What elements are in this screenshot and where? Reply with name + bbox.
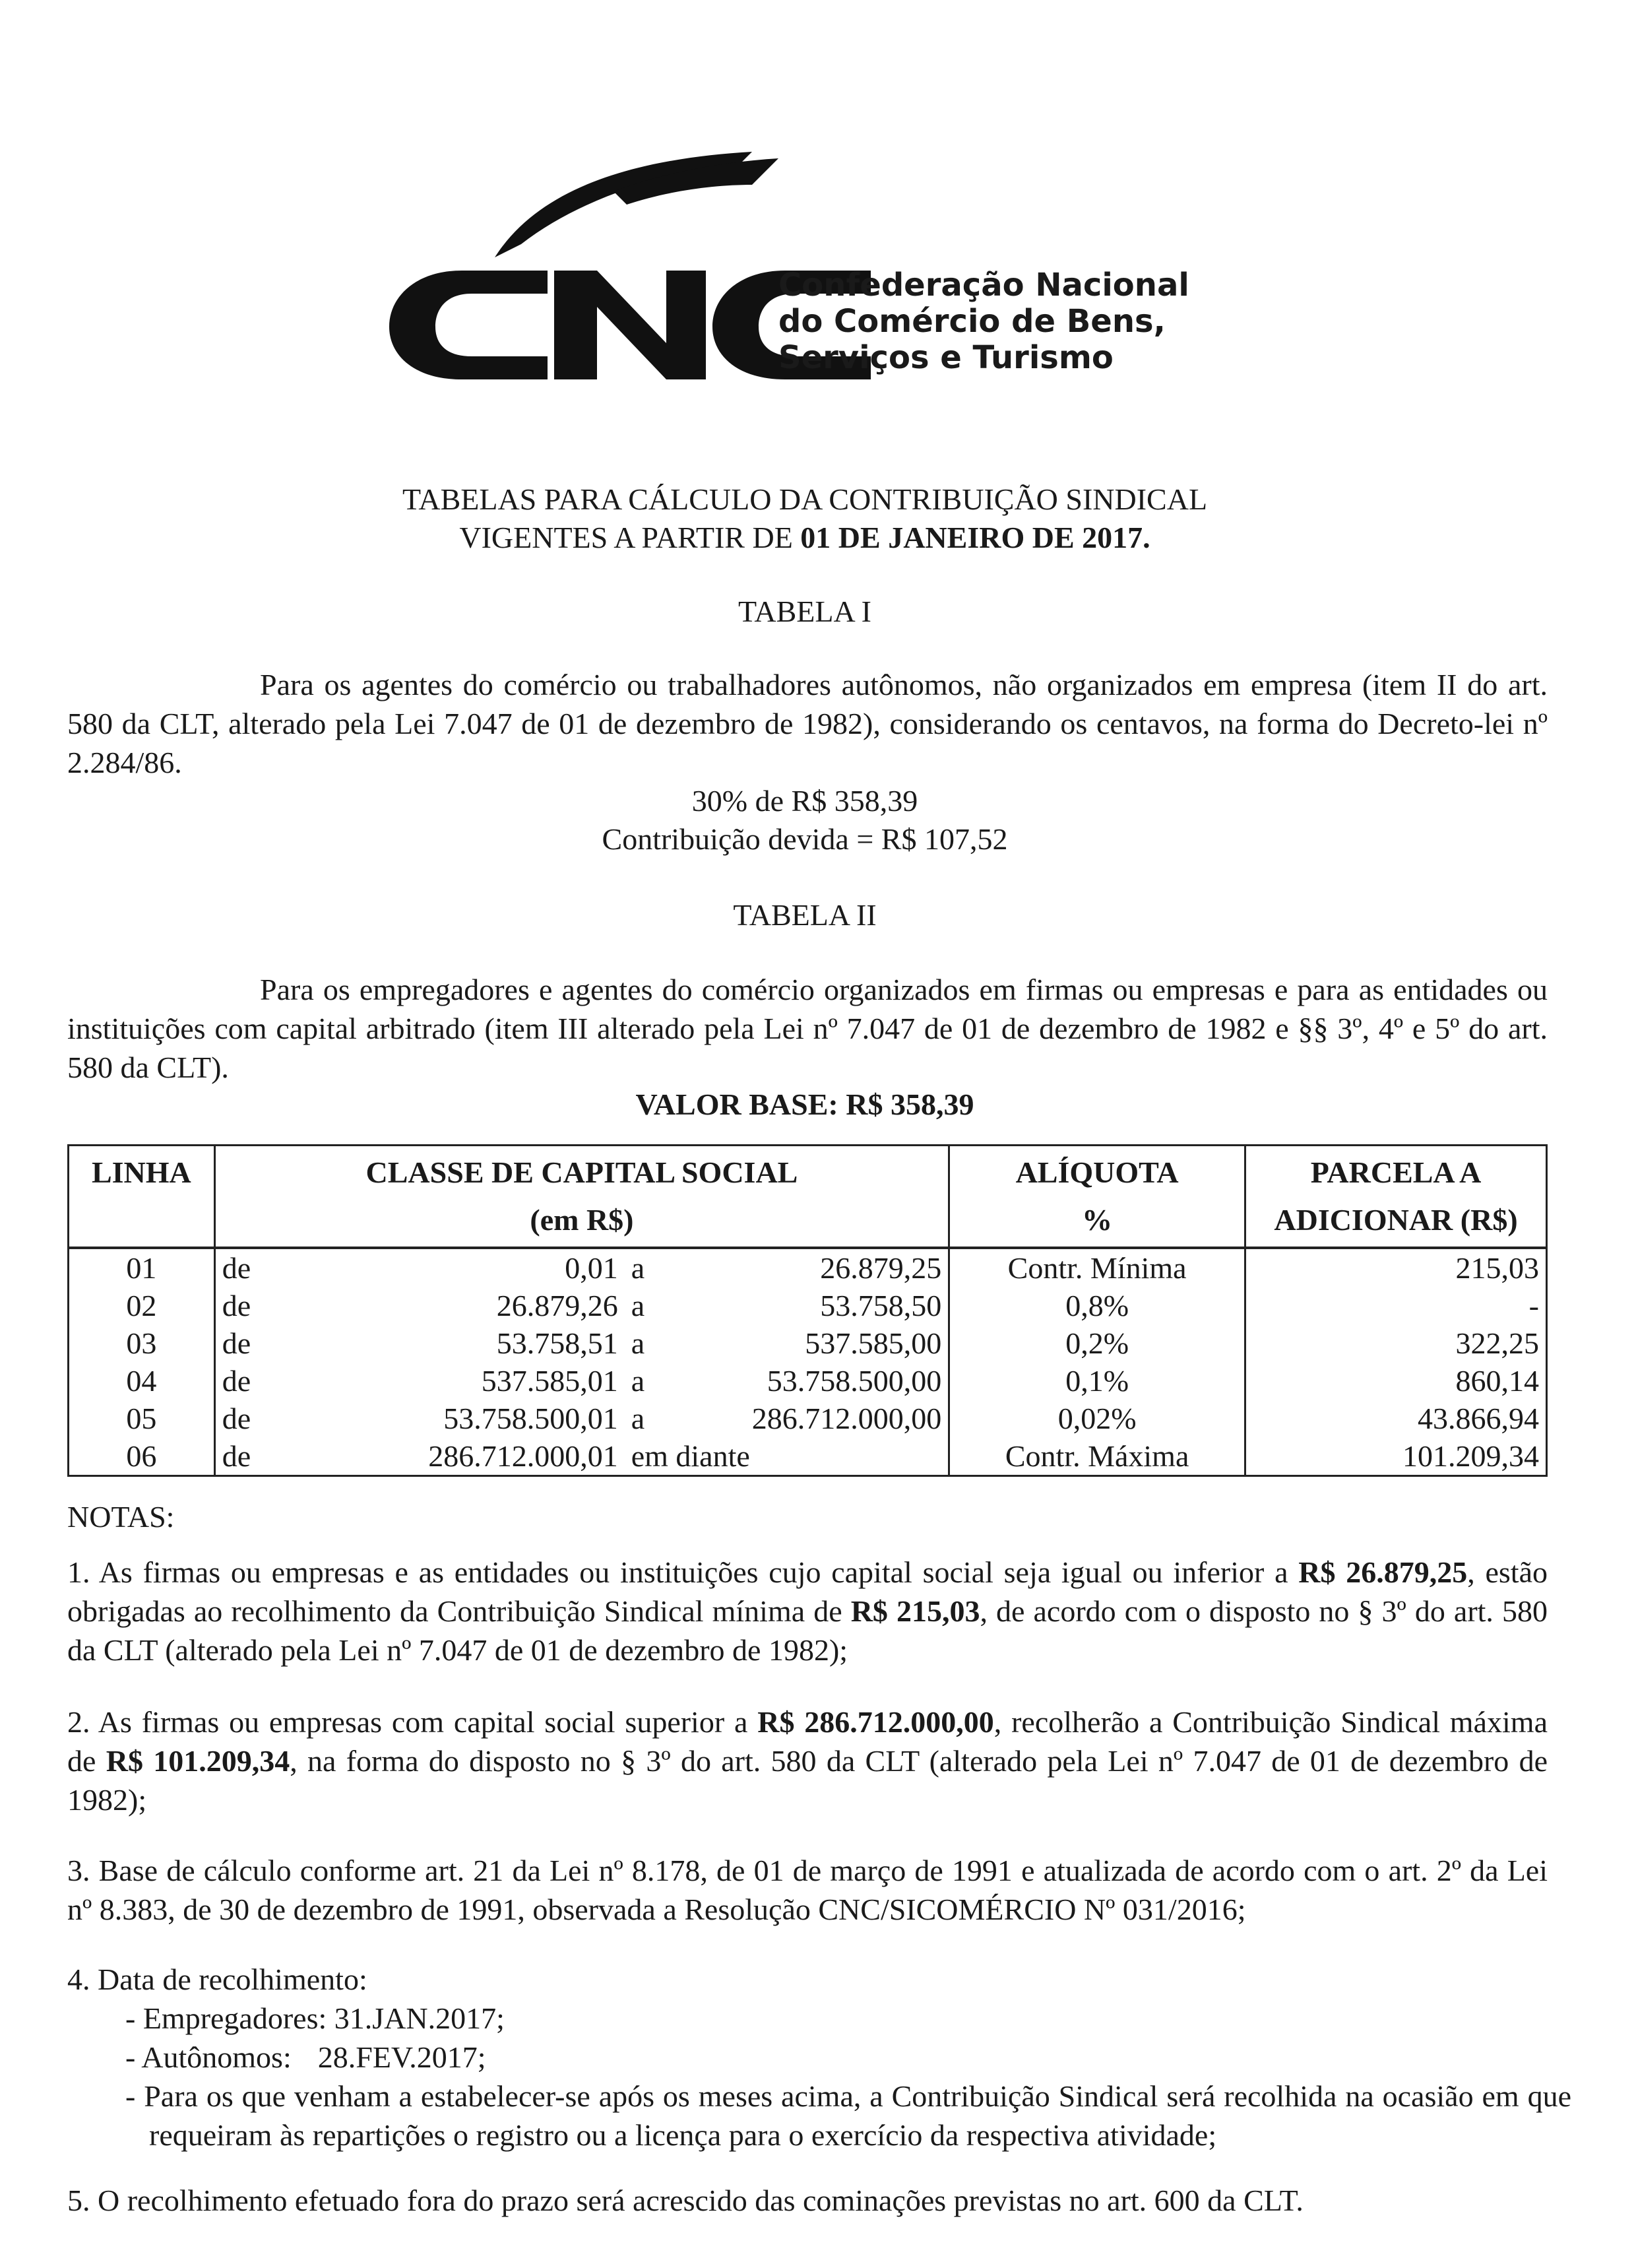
table-row bbox=[69, 1287, 1547, 1324]
cell-linha: 04 bbox=[69, 1362, 215, 1400]
notes-title: NOTAS: bbox=[67, 1500, 175, 1534]
cell-linha: 02 bbox=[69, 1287, 215, 1324]
col-header-classe: CLASSE DE CAPITAL SOCIAL (em R$) bbox=[214, 1146, 949, 1248]
cell-aliquota: 0,1% bbox=[949, 1362, 1245, 1400]
table-row bbox=[69, 1248, 1547, 1287]
cell-classe bbox=[214, 1287, 949, 1324]
title-line-2 bbox=[66, 519, 1544, 557]
col-header-parcela: PARCELA A ADICIONAR (R$) bbox=[1245, 1146, 1547, 1248]
note-3: 3. Base de cálculo conforme art. 21 da Lei nº 8.178, de 01 de março de 1991 e atualizada de acordo com o art. 2º da Lei nº 8.383, de 30 de dezembro de 1991, observada a Resolução CNC/SICOMÉRCIO Nº 031/2016; bbox=[67, 1854, 1548, 1926]
document-title bbox=[66, 480, 1544, 557]
table-row bbox=[69, 1437, 1547, 1476]
cell-aliquota: 0,2% bbox=[949, 1324, 1245, 1362]
note-4-item-2: - Autônomos: 28.FEV.2017; bbox=[125, 2040, 486, 2074]
org-name-line-1: Confederação Nacional bbox=[778, 267, 1189, 304]
col-header-linha: LINHA bbox=[69, 1146, 215, 1248]
cell-parcela: 215,03 bbox=[1245, 1248, 1547, 1287]
org-name-line-2: do Comércio de Bens, bbox=[778, 303, 1166, 340]
cell-from: 26.879,26 bbox=[496, 1289, 618, 1322]
valor-base: VALOR BASE: R$ 358,39 bbox=[635, 1087, 974, 1121]
cell-to: 286.712.000,00 bbox=[751, 1402, 942, 1435]
table-header-row bbox=[69, 1146, 1547, 1248]
cell-parcela: 322,25 bbox=[1245, 1324, 1547, 1362]
cell-parcela: 860,14 bbox=[1245, 1362, 1547, 1400]
cell-linha: 05 bbox=[69, 1400, 215, 1437]
cell-classe bbox=[214, 1437, 949, 1476]
cell-a: a bbox=[631, 1402, 645, 1435]
cell-de: de bbox=[222, 1326, 251, 1360]
note-4: 4. Data de recolhimento: bbox=[67, 1962, 367, 1996]
cell-parcela: - bbox=[1245, 1287, 1547, 1324]
cell-a: a bbox=[631, 1364, 645, 1398]
note-4-item-3: - Para os que venham a estabelecer-se após os meses acima, a Contribuição Sindical será recolhida na ocasião em que requeiram às repartições o registro ou a licença para o exercício da respectiva atividade; bbox=[125, 2079, 1571, 2152]
org-name-line-3: Serviços e Turismo bbox=[778, 339, 1114, 376]
cnc-logo bbox=[356, 145, 1280, 396]
cell-linha: 03 bbox=[69, 1324, 215, 1362]
cell-to bbox=[704, 1437, 942, 1475]
cell-a: a bbox=[631, 1251, 645, 1285]
cell-linha: 06 bbox=[69, 1437, 215, 1476]
title-effective-date: 01 DE JANEIRO DE 2017. bbox=[800, 521, 1150, 554]
table-row bbox=[69, 1400, 1547, 1437]
cell-de: de bbox=[222, 1251, 251, 1285]
org-name bbox=[778, 267, 1189, 376]
cell-de: de bbox=[222, 1402, 251, 1435]
cell-from: 286.712.000,01 bbox=[428, 1439, 618, 1473]
cell-de: de bbox=[222, 1289, 251, 1322]
cell-from: 537.585,01 bbox=[481, 1364, 618, 1398]
table-row bbox=[69, 1324, 1547, 1362]
cell-classe bbox=[214, 1324, 949, 1362]
col-header-aliquota: ALÍQUOTA % bbox=[949, 1146, 1245, 1248]
cell-aliquota: 0,02% bbox=[949, 1400, 1245, 1437]
note-5: 5. O recolhimento efetuado fora do prazo será acrescido das cominações previstas no art. 600 da CLT. bbox=[67, 2184, 1304, 2217]
cell-to: 26.879,25 bbox=[820, 1251, 942, 1285]
cell-linha: 01 bbox=[69, 1248, 215, 1287]
tabela-1-calc-line-2: Contribuição devida = R$ 107,52 bbox=[602, 822, 1008, 856]
cell-parcela: 43.866,94 bbox=[1245, 1400, 1547, 1437]
cell-de: de bbox=[222, 1439, 251, 1473]
cell-classe bbox=[214, 1248, 949, 1287]
cell-a: a bbox=[631, 1289, 645, 1322]
tabela-2-heading: TABELA II bbox=[733, 898, 877, 932]
table-row bbox=[69, 1362, 1547, 1400]
tabela-1-heading: TABELA I bbox=[738, 595, 871, 628]
note-4-item-1: - Empregadores: 31.JAN.2017; bbox=[125, 2001, 505, 2035]
cell-to: 53.758.500,00 bbox=[767, 1364, 942, 1398]
cell-aliquota: 0,8% bbox=[949, 1287, 1245, 1324]
cell-from: 0,01 bbox=[565, 1251, 618, 1285]
cell-classe bbox=[214, 1400, 949, 1437]
tabela-1-calc-line-1: 30% de R$ 358,39 bbox=[691, 784, 918, 818]
cell-aliquota: Contr. Máxima bbox=[949, 1437, 1245, 1476]
cell-from: 53.758,51 bbox=[496, 1326, 618, 1360]
cell-aliquota: Contr. Mínima bbox=[949, 1248, 1245, 1287]
cell-to: 53.758,50 bbox=[820, 1289, 942, 1322]
cell-a: a bbox=[631, 1326, 645, 1360]
cell-a: em diante bbox=[631, 1439, 750, 1473]
cell-de: de bbox=[222, 1364, 251, 1398]
title-line-2-prefix: VIGENTES A PARTIR DE bbox=[459, 521, 801, 554]
cell-from: 53.758.500,01 bbox=[443, 1402, 618, 1435]
cell-classe bbox=[214, 1362, 949, 1400]
title-line-1: TABELAS PARA CÁLCULO DA CONTRIBUIÇÃO SINDICAL bbox=[402, 482, 1208, 516]
cell-to: 537.585,00 bbox=[805, 1326, 942, 1360]
tabela-1-description: Para os agentes do comércio ou trabalhadores autônomos, não organizados em empresa (item II do art. 580 da CLT, alterado pela Lei 7.047 de 01 de dezembro de 1982), considerando os centavos, na forma do Decreto-lei nº 2.284/86. bbox=[67, 668, 1548, 779]
cell-parcela: 101.209,34 bbox=[1245, 1437, 1547, 1476]
contribution-table bbox=[67, 1144, 1548, 1477]
note-2: 2. As firmas ou empresas com capital social superior a R$ 286.712.000,00, recolherão a Contribuição Sindical máxima de R$ 101.209,34, na forma do disposto no § 3º do art. 580 da CLT (alterado pela Lei nº 7.047 de 01 de dezembro de 1982); bbox=[67, 1705, 1548, 1817]
note-1: 1. As firmas ou empresas e as entidades ou instituições cujo capital social seja igual ou inferior a R$ 26.879,25, estão obrigadas ao recolhimento da Contribuição Sindical mínima de R$ 215,03, de acordo com o disposto no § 3º do art. 580 da CLT (alterado pela Lei nº 7.047 de 01 de dezembro de 1982); bbox=[67, 1555, 1548, 1667]
tabela-2-description: Para os empregadores e agentes do comércio organizados em firmas ou empresas e para as entidades ou instituições com capital arbitrado (item III alterado pela Lei nº 7.047 de 01 de dezembro de 1982 e §§ 3º, 4º e 5º do art. 580 da CLT). bbox=[67, 973, 1548, 1084]
